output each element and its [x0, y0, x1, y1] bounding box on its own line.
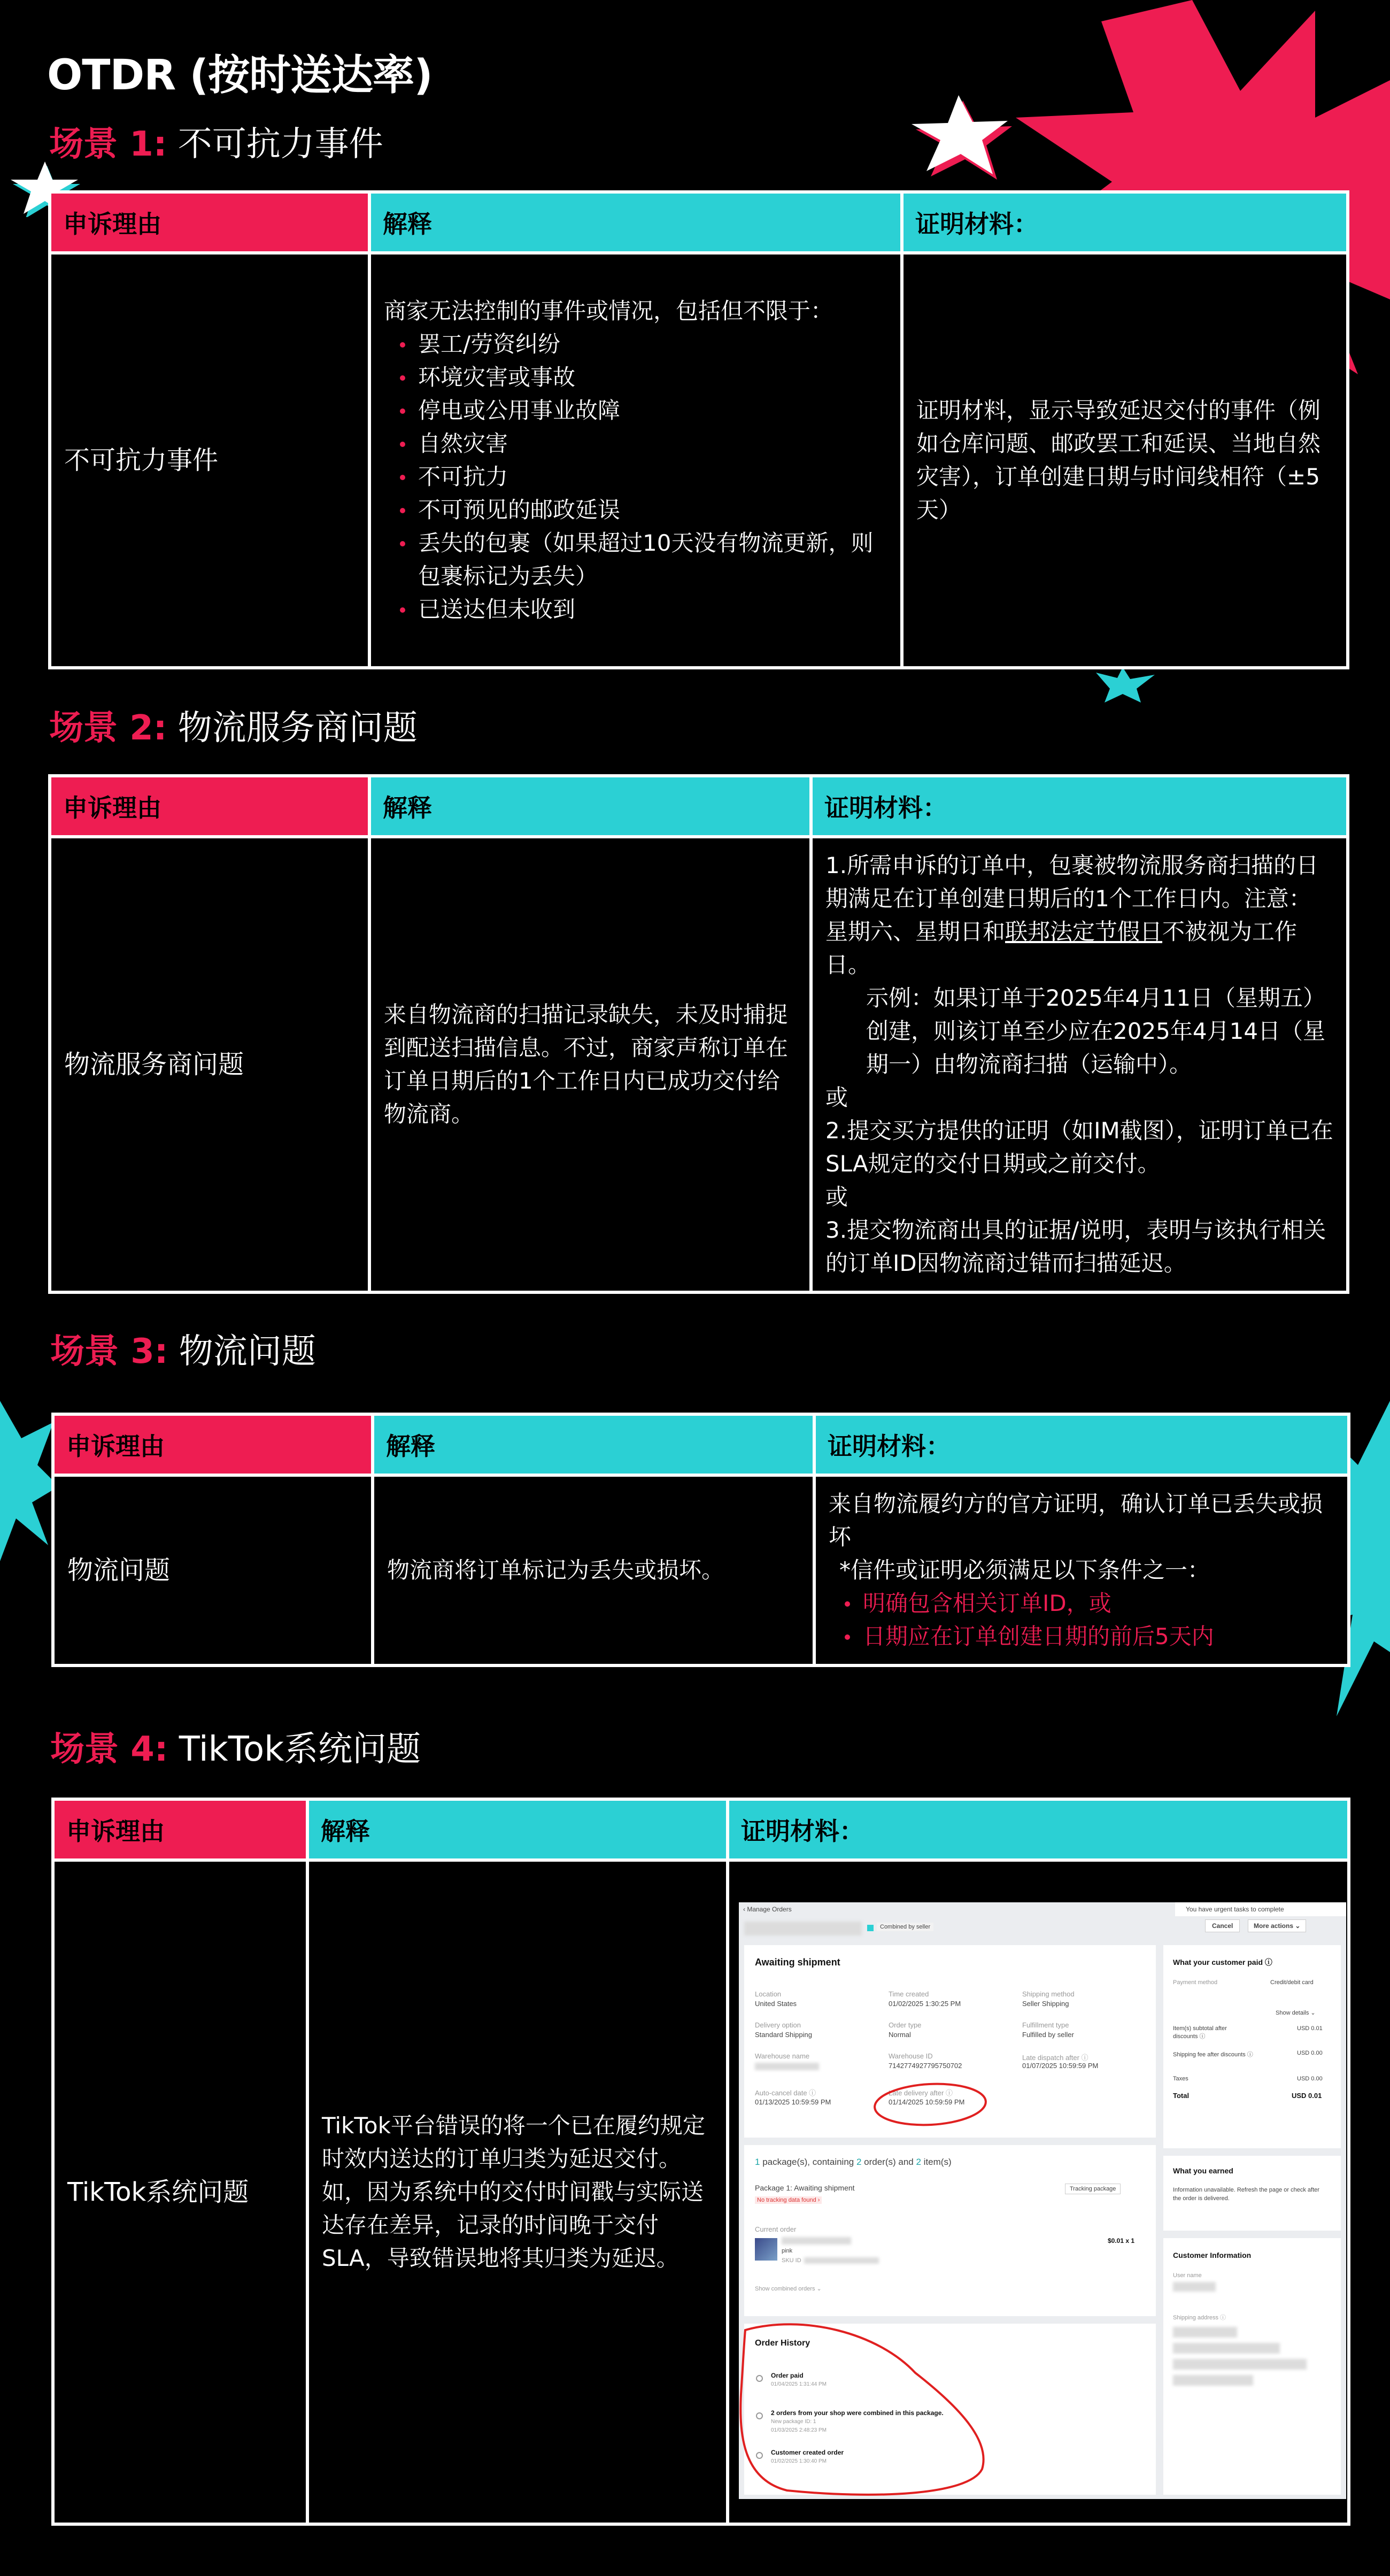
time-created-value: 01/02/2025 1:30:25 PM — [889, 2000, 961, 2008]
location-label: Location — [755, 1990, 782, 1998]
cyan-star-decoration — [1085, 667, 1160, 705]
late-dispatch-value: 01/07/2025 10:59:59 PM — [1022, 2062, 1099, 2070]
evidence-example: 示例：如果订单于2025年4月11日（星期五）创建，则该订单至少应在2025年4月14日（星期一）由物流商扫描（运输中）。 — [866, 985, 1326, 1077]
list-item: 明确包含相关订单ID，或 — [863, 1587, 1334, 1620]
total-value: USD 0.01 — [1292, 2092, 1322, 2100]
scene-2-reason: 物流服务商问题 — [50, 837, 369, 1292]
warehouse-name-label: Warehouse name — [755, 2052, 810, 2060]
evidence-header: 证明材料： — [728, 1799, 1349, 1860]
scene-4-heading — [50, 1722, 421, 1771]
scene-1-heading — [49, 117, 383, 166]
payment-method-value: Credit/debit card — [1270, 1979, 1314, 1986]
shipping-address-label: Shipping address ⓘ — [1173, 2315, 1226, 2321]
list-item: 丢失的包裹（如果超过10天没有物流更新，则包裹标记为丢失） — [418, 527, 887, 593]
evidence-item-1: 1.所需申诉的订单中，包裹被物流服务商扫描的日期满足在订单创建日期后的1个工作日内。注意：星期六、星期日和联邦法定节假日不被视为工作日。 — [825, 852, 1319, 978]
scene-3-explanation: 物流商将订单标记为丢失或损坏。 — [373, 1475, 814, 1665]
list-item: 罢工/劳资纠纷 — [418, 328, 887, 361]
scene-1-explanation — [369, 253, 902, 668]
reason-header: 申诉理由 — [53, 1414, 373, 1475]
history-combined-time: 01/03/2025 2:48:23 PM — [771, 2427, 827, 2433]
scene-3-reason: 物流问题 — [53, 1475, 373, 1665]
order-status: Awaiting shipment — [755, 1957, 840, 1968]
explanation-header: 解释 — [307, 1799, 728, 1860]
history-created: Customer created order — [771, 2449, 844, 2456]
reason-header: 申诉理由 — [50, 776, 369, 837]
total-label: Total — [1173, 2092, 1190, 2100]
combined-badge: Combined by seller — [877, 1923, 933, 1931]
subtotal-label: Item(s) subtotal after discounts ⓘ — [1173, 2025, 1227, 2040]
scene-3-heading — [50, 1324, 316, 1373]
list-item: 已送达但未收到 — [418, 593, 887, 626]
scene-1-bullet-list — [384, 328, 887, 626]
explanation-header: 解释 — [369, 192, 902, 253]
show-combined-link[interactable]: Show combined orders ⌄ — [755, 2286, 822, 2292]
product-variant: pink — [782, 2248, 793, 2254]
breadcrumb[interactable]: ‹ Manage Orders — [743, 1906, 792, 1913]
scene-1-reason: 不可抗力事件 — [50, 253, 369, 668]
evidence-item-2: 2.提交买方提供的证明（如IM截图），证明订单已在SLA规定的交付日期或之前交付。 — [825, 1117, 1333, 1177]
customer-paid-title: What your customer paid ⓘ — [1173, 1958, 1272, 1966]
history-new-package-id: New package ID: 1 — [771, 2419, 816, 2425]
evidence-intro: 来自物流履约方的官方证明，确认订单已丢失或损坏 — [829, 1491, 1323, 1550]
or-separator: 或 — [825, 1084, 848, 1110]
sku-label: SKU ID — [782, 2257, 801, 2264]
or-separator: 或 — [825, 1184, 848, 1210]
list-item: 不可抗力 — [418, 460, 887, 493]
list-item: 自然灾害 — [418, 427, 887, 460]
location-value: United States — [755, 2000, 797, 2008]
earned-message: Information unavailable. Refresh the page or check after the order is delivered. — [1173, 2187, 1319, 2202]
scene-4-label: 场景 4: — [50, 1730, 168, 1769]
scene-2-evidence — [811, 837, 1348, 1292]
list-item: 不可预见的邮政延误 — [418, 493, 887, 527]
cancel-button[interactable]: Cancel — [1205, 1919, 1240, 1932]
evidence-header: 证明材料： — [902, 192, 1348, 253]
cyan-burst-left-decoration — [0, 1401, 59, 1561]
evidence-note: *信件或证明必须满足以下条件之一： — [839, 1557, 1210, 1583]
delivery-option-label: Delivery option — [755, 2021, 801, 2029]
holidays-link[interactable]: 联邦法定节假日 — [1005, 919, 1163, 945]
late-delivery-value: 01/14/2025 10:59:59 PM — [889, 2098, 965, 2106]
show-details-link[interactable]: Show details ⌄ — [1276, 2010, 1316, 2016]
scene-3-evidence — [814, 1475, 1349, 1665]
payment-method-label: Payment method — [1173, 1979, 1218, 1986]
order-detail-screenshot — [739, 1902, 1346, 2499]
taxes-value: USD 0.00 — [1297, 2076, 1323, 2082]
history-paid-time: 01/04/2025 1:31:44 PM — [771, 2381, 827, 2387]
scene-3-label: 场景 3: — [50, 1332, 168, 1371]
shipping-fee-value: USD 0.00 — [1297, 2050, 1323, 2056]
auto-cancel-value: 01/13/2025 10:59:59 PM — [755, 2098, 831, 2106]
package-summary: 1 package(s), containing 2 order(s) and 2 item(s) — [755, 2157, 952, 2167]
package-1-title: Package 1: Awaiting shipment — [755, 2184, 855, 2192]
no-tracking-badge[interactable]: No tracking data found › — [755, 2196, 822, 2204]
current-order-label: Current order — [755, 2225, 797, 2233]
tracking-package-button[interactable]: Tracking package — [1065, 2184, 1121, 2194]
order-type-value: Normal — [889, 2031, 911, 2039]
shipping-fee-label: Shipping fee after discounts ⓘ — [1173, 2051, 1253, 2058]
evidence-header: 证明材料： — [814, 1414, 1349, 1475]
list-item: 停电或公用事业故障 — [418, 394, 887, 427]
urgent-tasks-banner[interactable]: You have urgent tasks to complete — [1175, 1902, 1346, 1916]
reason-header: 申诉理由 — [50, 192, 369, 253]
scene-4-title: TikTok系统问题 — [179, 1730, 421, 1769]
scene-1-evidence: 证明材料，显示导致延迟交付的事件（例如仓库问题、邮政罢工和延误、当地自然灾害），订单创建日期与时间线相符（±5天） — [902, 253, 1348, 668]
auto-cancel-label: Auto-cancel date ⓘ — [755, 2089, 816, 2097]
scene-1-label: 场景 1: — [49, 125, 167, 164]
scene-1-table — [48, 190, 1349, 669]
scene-2-explanation: 来自物流商的扫描记录缺失，未及时捕捉到配送扫描信息。不过，商家声称订单在订单日期后的1个工作日内已成功交付给物流商。 — [369, 837, 811, 1292]
scene-1-title: 不可抗力事件 — [177, 125, 383, 164]
page-title: OTDR (按时送达率) — [47, 51, 433, 99]
history-created-time: 01/02/2025 1:30:40 PM — [771, 2458, 827, 2464]
reason-header: 申诉理由 — [53, 1799, 307, 1860]
evidence-conditions — [829, 1587, 1334, 1653]
user-name-label: User name — [1173, 2272, 1202, 2279]
order-history-title: Order History — [755, 2339, 810, 2348]
fulfillment-type-label: Fulfillment type — [1022, 2021, 1069, 2029]
scene-2-label: 场景 2: — [49, 708, 167, 748]
list-item: 日期应在订单创建日期的前后5天内 — [863, 1620, 1334, 1653]
scene-3-table — [51, 1413, 1350, 1667]
time-created-label: Time created — [889, 1990, 929, 1998]
white-star-decoration — [901, 84, 1024, 181]
item-price: $0.01 x 1 — [1108, 2237, 1135, 2245]
evidence-item-3: 3.提交物流商出具的证据/说明，表明与该执行相关的订单ID因物流商过错而扫描延迟。 — [825, 1217, 1326, 1276]
history-paid: Order paid — [771, 2372, 804, 2379]
scene-1-intro: 商家无法控制的事件或情况，包括但不限于： — [384, 298, 833, 324]
scene-3-title: 物流问题 — [179, 1332, 316, 1371]
late-delivery-label: Late delivery after ⓘ — [889, 2089, 953, 2097]
order-type-label: Order type — [889, 2021, 922, 2029]
warehouse-id-value: 7142774927795750702 — [889, 2062, 962, 2070]
warehouse-id-label: Warehouse ID — [889, 2052, 933, 2060]
fulfillment-type-value: Fulfilled by seller — [1022, 2031, 1074, 2039]
list-item: 环境灾害或事故 — [418, 361, 887, 394]
delivery-option-value: Standard Shipping — [755, 2031, 812, 2039]
shipping-method-value: Seller Shipping — [1022, 2000, 1069, 2008]
late-dispatch-label: Late dispatch after ⓘ — [1022, 2054, 1088, 2062]
scene-4-reason: TikTok系统问题 — [53, 1860, 307, 2524]
scene-2-table — [48, 774, 1349, 1294]
subtotal-value: USD 0.01 — [1297, 2025, 1323, 2032]
red-annotation-circles — [739, 1902, 1346, 2499]
explanation-header: 解释 — [373, 1414, 814, 1475]
evidence-header: 证明材料： — [811, 776, 1348, 837]
scene-2-heading — [49, 700, 418, 750]
customer-info-title: Customer Information — [1173, 2251, 1252, 2259]
explanation-header: 解释 — [369, 776, 811, 837]
scene-2-title: 物流服务商问题 — [177, 708, 418, 748]
taxes-label: Taxes — [1173, 2076, 1188, 2082]
earned-title: What you earned — [1173, 2166, 1233, 2175]
shipping-method-label: Shipping method — [1022, 1990, 1075, 1998]
more-actions-button[interactable]: More actions ⌄ — [1248, 1919, 1306, 1932]
history-combined: 2 orders from your shop were combined in this package. — [771, 2409, 944, 2417]
scene-4-explanation: TikTok平台错误的将一个已在履约规定时效内送达的订单归类为延迟交付。如，因为系统中的交付时间戳与实际送达存在差异，记录的时间晚于交付SLA，导致错误地将其归类为延迟。 — [307, 1860, 728, 2524]
